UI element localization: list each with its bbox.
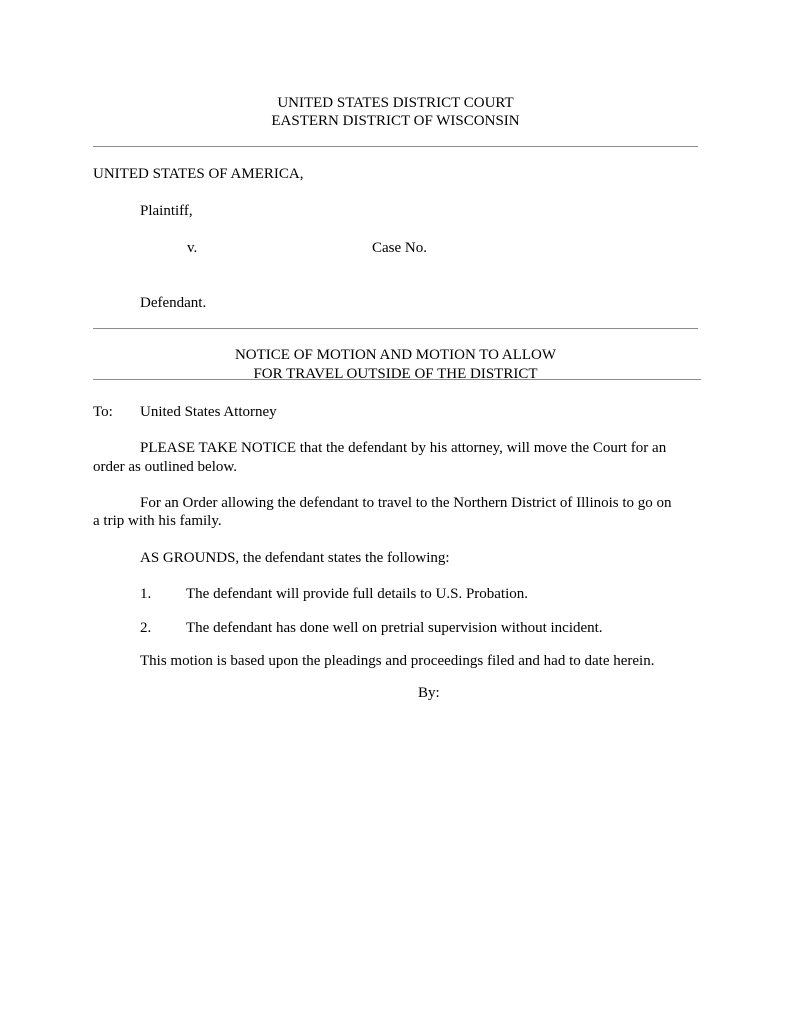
- motion-title-line1: NOTICE OF MOTION AND MOTION TO ALLOW: [234, 347, 557, 363]
- defendant-role: Defendant.: [140, 295, 207, 311]
- title-divider: [93, 379, 701, 380]
- case-number-label: Case No.: [372, 240, 427, 256]
- court-district: EASTERN DISTRICT OF WISCONSIN: [271, 113, 520, 129]
- caption-top-divider: [93, 146, 698, 147]
- caption-bottom-divider: [93, 328, 698, 329]
- court-name: UNITED STATES DISTRICT COURT: [277, 95, 514, 111]
- versus: v.: [187, 240, 198, 256]
- to-label: To:: [93, 404, 113, 420]
- ground-item-number: 2.: [140, 620, 152, 636]
- order-paragraph-line1: For an Order allowing the defendant to travel to the Northern District of Illinois to go on: [140, 495, 672, 511]
- ground-item-number: 1.: [140, 586, 152, 602]
- signature-by-label: By:: [418, 685, 440, 701]
- basis-statement: This motion is based upon the pleadings and proceedings filed and had to date herein.: [140, 653, 655, 669]
- ground-item-text: The defendant has done well on pretrial supervision without incident.: [186, 620, 603, 636]
- motion-title-line2: FOR TRAVEL OUTSIDE OF THE DISTRICT: [253, 366, 538, 382]
- plaintiff-name: UNITED STATES OF AMERICA,: [93, 166, 304, 182]
- grounds-intro: AS GROUNDS, the defendant states the following:: [140, 550, 450, 566]
- notice-paragraph-line2: order as outlined below.: [93, 459, 237, 475]
- ground-item-text: The defendant will provide full details to U.S. Probation.: [186, 586, 529, 602]
- notice-paragraph-line1: PLEASE TAKE NOTICE that the defendant by his attorney, will move the Court for an: [140, 440, 667, 456]
- recipient: United States Attorney: [140, 404, 277, 420]
- order-paragraph-line2: a trip with his family.: [93, 513, 222, 529]
- plaintiff-role: Plaintiff,: [140, 203, 193, 219]
